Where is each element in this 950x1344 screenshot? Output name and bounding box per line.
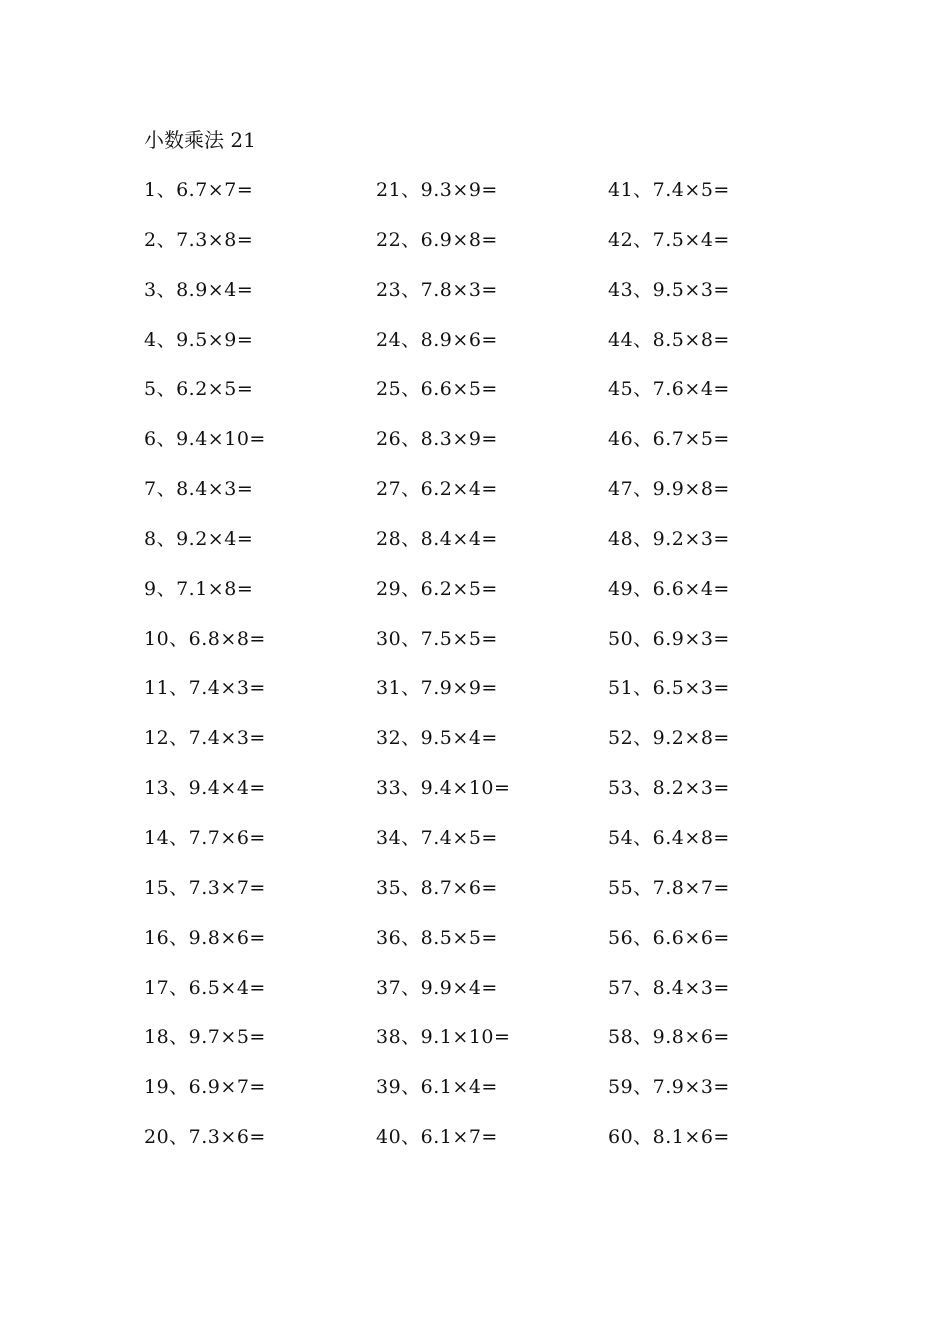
problem-item: 24、8.9×6= (376, 328, 498, 351)
problem-item: 54、6.4×8= (608, 826, 730, 849)
problem-item: 49、6.6×4= (608, 577, 730, 600)
problem-item: 13、9.4×4= (144, 777, 266, 800)
problem-item: 41、7.4×5= (608, 179, 730, 201)
problem-item: 12、7.4×3= (144, 727, 266, 750)
problem-item: 14、7.7×6= (144, 826, 266, 849)
page-title: 小数乘法 21 (144, 128, 256, 152)
problem-item: 39、6.1×4= (376, 1076, 498, 1099)
problem-item: 59、7.9×3= (608, 1076, 730, 1099)
problem-item: 38、9.1×10= (376, 1026, 511, 1049)
problem-item: 5、6.2×5= (144, 378, 254, 401)
problem-item: 31、7.9×9= (376, 677, 498, 700)
problem-item: 58、9.8×6= (608, 1026, 730, 1049)
problem-item: 37、9.9×4= (376, 976, 498, 999)
problem-item: 23、7.8×3= (376, 278, 498, 301)
problem-item: 9、7.1×8= (144, 577, 254, 600)
problem-item: 11、7.4×3= (144, 677, 266, 700)
problem-item: 36、8.5×5= (376, 926, 498, 949)
problem-item: 16、9.8×6= (144, 926, 266, 949)
problem-item: 32、9.5×4= (376, 727, 498, 750)
problem-item: 21、9.3×9= (376, 179, 498, 201)
problem-item: 4、9.5×9= (144, 328, 254, 351)
problem-item: 52、9.2×8= (608, 727, 730, 750)
problem-item: 15、7.3×7= (144, 876, 266, 899)
problem-item: 26、8.3×9= (376, 428, 498, 451)
problem-item: 42、7.5×4= (608, 228, 730, 251)
problem-item: 7、8.4×3= (144, 478, 254, 501)
problem-item: 2、7.3×8= (144, 228, 254, 251)
problem-item: 1、6.7×7= (144, 179, 254, 201)
problem-item: 33、9.4×10= (376, 777, 511, 800)
problem-item: 6、9.4×10= (144, 428, 266, 451)
problem-item: 27、6.2×4= (376, 478, 498, 501)
problem-column-3 (608, 174, 828, 1171)
problem-item: 55、7.8×7= (608, 876, 730, 899)
problem-item: 20、7.3×6= (144, 1126, 266, 1149)
problem-item: 34、7.4×5= (376, 826, 498, 849)
problem-item: 53、8.2×3= (608, 777, 730, 800)
problem-item: 35、8.7×6= (376, 876, 498, 899)
problem-item: 60、8.1×6= (608, 1126, 730, 1149)
problem-item: 47、9.9×8= (608, 478, 730, 501)
problem-item: 10、6.8×8= (144, 627, 266, 650)
problem-item: 51、6.5×3= (608, 677, 730, 700)
problem-item: 29、6.2×5= (376, 577, 498, 600)
problem-item: 25、6.6×5= (376, 378, 498, 401)
problem-item: 8、9.2×4= (144, 527, 254, 550)
problem-item: 22、6.9×8= (376, 228, 498, 251)
problem-item: 46、6.7×5= (608, 428, 730, 451)
problem-item: 40、6.1×7= (376, 1126, 498, 1149)
problem-column-2 (376, 174, 596, 1171)
problem-item: 44、8.5×8= (608, 328, 730, 351)
problem-item: 17、6.5×4= (144, 976, 266, 999)
problem-item: 48、9.2×3= (608, 527, 730, 550)
problem-item: 45、7.6×4= (608, 378, 730, 401)
problem-item: 56、6.6×6= (608, 926, 730, 949)
problem-item: 18、9.7×5= (144, 1026, 266, 1049)
problem-item: 43、9.5×3= (608, 278, 730, 301)
problem-item: 28、8.4×4= (376, 527, 498, 550)
problem-item: 57、8.4×3= (608, 976, 730, 999)
problem-item: 30、7.5×5= (376, 627, 498, 650)
problem-item: 50、6.9×3= (608, 627, 730, 650)
problem-item: 3、8.9×4= (144, 278, 254, 301)
problem-column-1 (144, 174, 364, 1171)
problem-item: 19、6.9×7= (144, 1076, 266, 1099)
